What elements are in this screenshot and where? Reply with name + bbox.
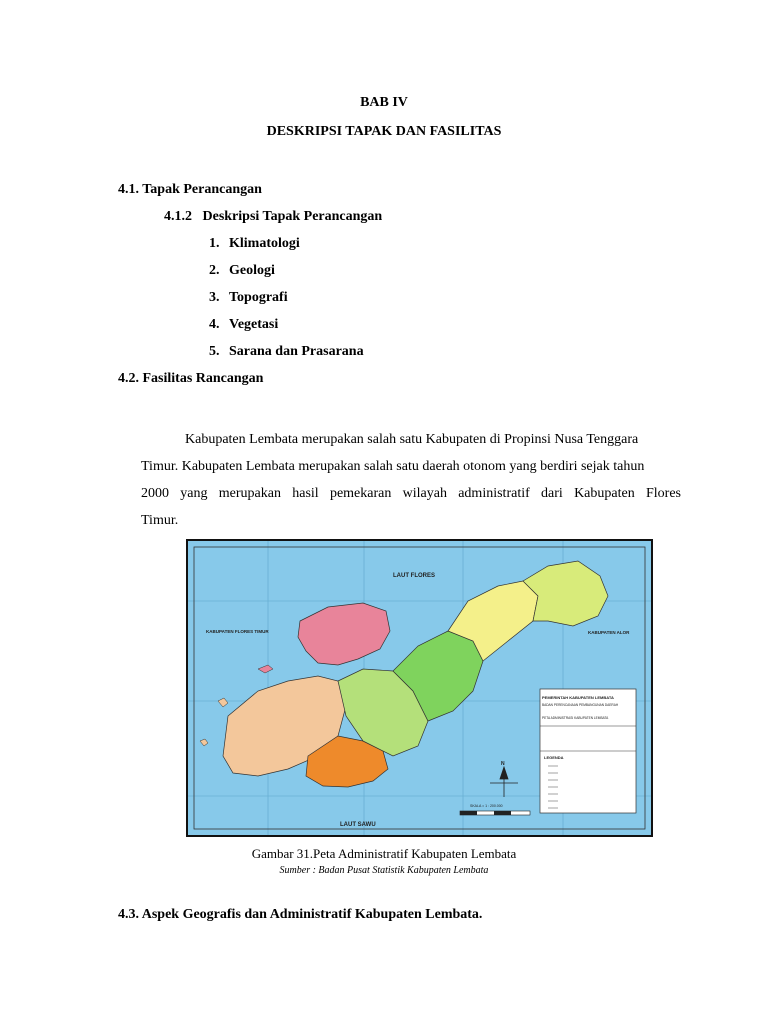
list-text: Klimatologi bbox=[229, 236, 300, 251]
scale-label: SKALA = 1 : 200.000 bbox=[470, 804, 503, 808]
section-4-1-2-heading: 4.1.2 Deskripsi Tapak Perancangan bbox=[164, 209, 383, 224]
section-4-3-heading: 4.3. Aspek Geografis dan Administratif Kabupaten Lembata. bbox=[118, 907, 483, 922]
list-text: Topografi bbox=[229, 290, 288, 305]
figure-source: Sumber : Badan Pusat Statistik Kabupaten Lembata bbox=[279, 865, 489, 876]
list-item bbox=[209, 344, 364, 360]
paragraph-line-2: Timur. Kabupaten Lembata merupakan salah satu daerah otonom yang berdiri sejak tahun bbox=[141, 459, 645, 474]
region-label-right: KABUPATEN ALOR bbox=[588, 630, 630, 635]
scale-bar bbox=[460, 811, 530, 815]
paragraph-line-4: Timur. bbox=[141, 513, 179, 528]
legend-org: PEMERINTAH KABUPATEN LEMBATA bbox=[542, 695, 614, 700]
list-item bbox=[209, 236, 300, 252]
list-number: 2. bbox=[209, 263, 220, 278]
list-item bbox=[209, 263, 275, 279]
list-text: Geologi bbox=[229, 263, 275, 278]
section-4-1-heading: 4.1. Tapak Perancangan bbox=[118, 182, 262, 197]
list-text: Sarana dan Prasarana bbox=[229, 344, 364, 359]
map-figure bbox=[186, 539, 653, 837]
paragraph-line-3: 2000 yang merupakan hasil pemekaran wilayah administratif dari Kabupaten Flores bbox=[141, 486, 681, 501]
legend-map-title: PETA ADMINISTRASI KABUPATEN LEMBATA bbox=[542, 716, 609, 720]
section-4-2-heading: 4.2. Fasilitas Rancangan bbox=[118, 371, 264, 386]
lembata-map bbox=[188, 541, 651, 835]
chapter-subtitle: DESKRIPSI TAPAK DAN FASILITAS bbox=[266, 124, 502, 139]
list-item bbox=[209, 317, 278, 333]
paragraph-line-1: Kabupaten Lembata merupakan salah satu Kabupaten di Propinsi Nusa Tenggara bbox=[185, 432, 639, 447]
compass-north-label: N bbox=[501, 761, 505, 767]
sea-label-south: LAUT SAWU bbox=[340, 822, 376, 828]
region-label-left: KABUPATEN FLORES TIMUR bbox=[206, 629, 269, 634]
legend-title: LEGENDA bbox=[544, 755, 564, 760]
list-number: 1. bbox=[209, 236, 220, 251]
list-text: Vegetasi bbox=[229, 317, 279, 332]
sea-label-north: LAUT FLORES bbox=[393, 573, 435, 579]
chapter-title: BAB IV bbox=[360, 95, 408, 110]
figure-caption: Gambar 31.Peta Administratif Kabupaten Lembata bbox=[251, 846, 517, 861]
list-item bbox=[209, 290, 288, 306]
list-number: 4. bbox=[209, 317, 220, 332]
list-number: 5. bbox=[209, 344, 220, 359]
legend-agency: BADAN PERENCANAAN PEMBANGUNAN DAERAH bbox=[542, 703, 619, 707]
list-number: 3. bbox=[209, 290, 220, 305]
